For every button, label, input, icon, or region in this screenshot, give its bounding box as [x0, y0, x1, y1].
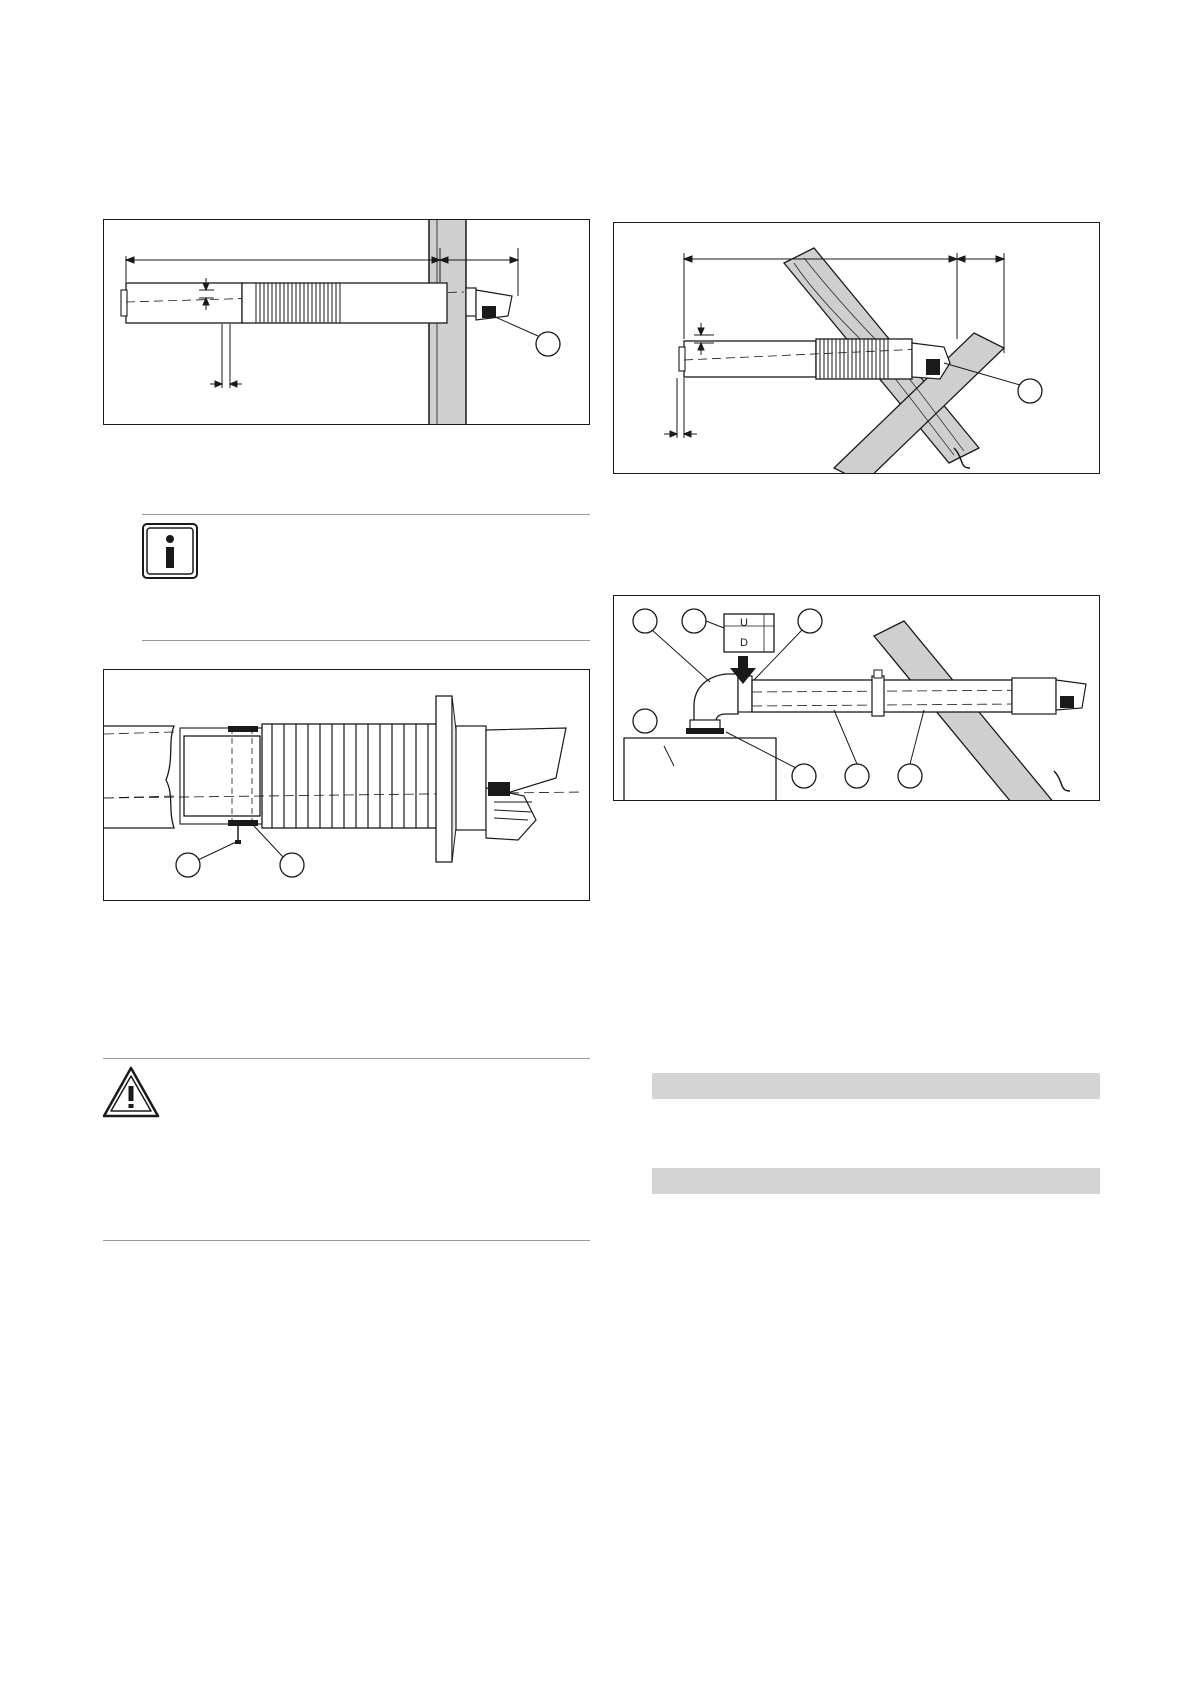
figure-roof-assembly: [613, 595, 1100, 801]
info-rule-bottom: [142, 640, 590, 641]
warning-rule-top: [103, 1058, 590, 1059]
roof-assembly-drawing: [614, 596, 1100, 801]
info-rule-top: [142, 514, 590, 515]
callout-circle: [682, 609, 706, 633]
figure-wall-dimensions: [103, 219, 590, 425]
callout-circle: [845, 764, 869, 788]
callout-circle: [280, 853, 304, 877]
callout-circle: [633, 609, 657, 633]
callout-circle: [898, 764, 922, 788]
figure-roof-dimensions: [613, 222, 1100, 474]
figure-pipe-detail: [103, 669, 590, 901]
product-label-d: D: [740, 637, 748, 649]
callout-circle: [633, 709, 657, 733]
pipe-detail-drawing: [104, 670, 590, 901]
product-label-u: U: [740, 617, 748, 629]
table-header-bar: [652, 1168, 1100, 1194]
wall-terminal-drawing: [104, 220, 590, 425]
info-icon: [142, 523, 198, 579]
callout-circle: [798, 609, 822, 633]
table-header-bar: [652, 1073, 1100, 1099]
roof-terminal-drawing: [614, 223, 1100, 474]
callout-circle: [176, 853, 200, 877]
warning-triangle-icon: [102, 1066, 160, 1118]
warning-rule-bottom: [103, 1240, 590, 1241]
callout-circle: [536, 332, 560, 356]
callout-circle: [1018, 379, 1042, 403]
